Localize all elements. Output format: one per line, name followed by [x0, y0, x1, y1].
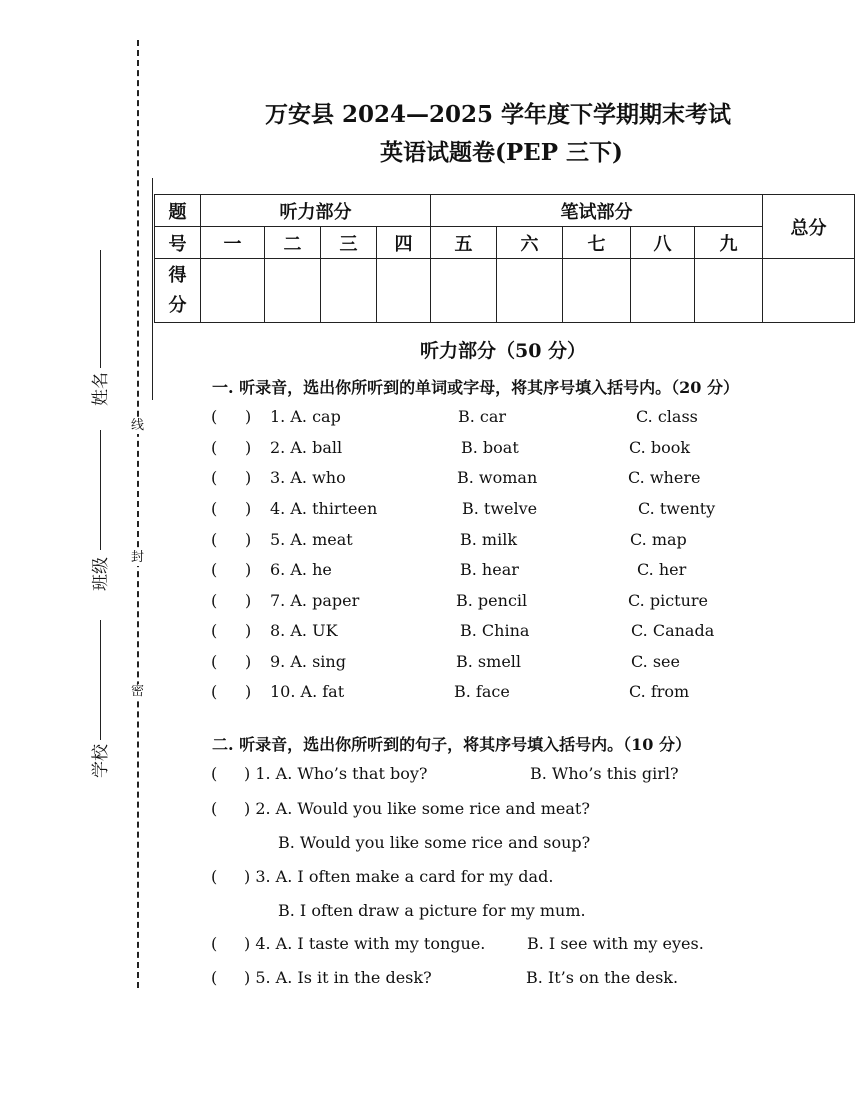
total-score-cell[interactable]: [763, 259, 855, 323]
answer-paren-close: ): [245, 621, 252, 640]
answer-paren-open[interactable]: (: [211, 591, 218, 610]
question-number: 六: [497, 227, 563, 259]
question-number: 八: [631, 227, 695, 259]
question-row: [0, 499, 860, 523]
score-cell[interactable]: [265, 259, 321, 323]
score-cell[interactable]: [321, 259, 377, 323]
option-a: 4. A. thirteen: [270, 499, 378, 518]
row-header-score: [155, 259, 201, 323]
question-row: [0, 438, 860, 462]
option-b: B. car: [458, 407, 507, 426]
name-fill-line[interactable]: [100, 250, 101, 368]
sentence-b: B. I often draw a picture for my mum.: [278, 901, 586, 920]
question-row: [0, 652, 860, 676]
question-number: 七: [563, 227, 631, 259]
answer-paren-open[interactable]: (: [211, 867, 218, 886]
option-b: B. face: [454, 682, 510, 701]
sentence-a: ) 5. A. Is it in the desk?: [244, 968, 432, 987]
score-cell[interactable]: [431, 259, 497, 323]
exam-subtitle: 英语试题卷(PEP 三下): [380, 139, 623, 166]
total-header: 总分: [763, 195, 855, 259]
score-cell[interactable]: [497, 259, 563, 323]
answer-paren-open[interactable]: (: [211, 652, 218, 671]
seal-feng: 封: [131, 550, 145, 565]
answer-paren-open[interactable]: (: [211, 530, 218, 549]
question-number: 九: [695, 227, 763, 259]
option-c: C. see: [631, 652, 680, 671]
sentence-b: B. Would you like some rice and soup?: [278, 833, 591, 852]
option-c: C. picture: [628, 591, 709, 610]
sentence-a: ) 3. A. I often make a card for my dad.: [244, 867, 554, 886]
part2-instruction: 二. 听录音，选出你所听到的句子，将其序号填入括号内。（10 分）: [212, 735, 691, 754]
sentence-b: B. It’s on the desk.: [526, 968, 679, 987]
answer-paren-open[interactable]: (: [211, 438, 218, 457]
sentence-a: ) 1. A. Who’s that boy?: [244, 764, 428, 783]
option-c: C. Canada: [631, 621, 715, 640]
question-row: [0, 530, 860, 554]
listening-header: 听力部分: [201, 195, 431, 227]
question-row: [0, 468, 860, 492]
question-row: [0, 621, 860, 645]
option-a: 1. A. cap: [270, 407, 341, 426]
sentence-row: [0, 934, 860, 958]
option-b: B. woman: [457, 468, 538, 487]
question-number: 一: [201, 227, 265, 259]
option-a: 9. A. sing: [270, 652, 346, 671]
answer-paren-close: ): [245, 530, 252, 549]
sentence-row-b: [0, 901, 860, 925]
score-table: [154, 194, 855, 323]
option-b: B. twelve: [462, 499, 538, 518]
option-a: 6. A. he: [270, 560, 332, 579]
answer-paren-open[interactable]: (: [211, 407, 218, 426]
answer-paren-open[interactable]: (: [211, 799, 218, 818]
question-row: [0, 407, 860, 431]
option-c: C. map: [630, 530, 687, 549]
question-row: [0, 682, 860, 706]
option-a: 3. A. who: [270, 468, 346, 487]
option-a: 5. A. meat: [270, 530, 353, 549]
seal-xian: 线: [131, 418, 145, 433]
answer-paren-open[interactable]: (: [211, 764, 218, 783]
part1-instruction: 一. 听录音，选出你所听到的单词或字母，将其序号填入括号内。（20 分）: [212, 378, 739, 397]
answer-paren-open[interactable]: (: [211, 499, 218, 518]
writing-header: 笔试部分: [431, 195, 763, 227]
option-b: B. boat: [461, 438, 519, 457]
score-fen: 分: [168, 294, 187, 316]
question-number: 五: [431, 227, 497, 259]
answer-paren-open[interactable]: (: [211, 468, 218, 487]
answer-paren-close: ): [245, 499, 252, 518]
option-a: 8. A. UK: [270, 621, 338, 640]
answer-paren-close: ): [245, 468, 252, 487]
question-number: 四: [377, 227, 431, 259]
answer-paren-close: ): [245, 591, 252, 610]
option-b: B. China: [460, 621, 530, 640]
sentence-row: [0, 799, 860, 823]
question-row: [0, 591, 860, 615]
score-cell[interactable]: [377, 259, 431, 323]
answer-paren-open[interactable]: (: [211, 621, 218, 640]
question-row: [0, 560, 860, 584]
option-c: C. her: [637, 560, 687, 579]
class-label: 班级: [91, 557, 111, 591]
name-label: 姓名: [91, 372, 111, 406]
score-cell[interactable]: [695, 259, 763, 323]
sentence-row: [0, 867, 860, 891]
option-b: B. hear: [460, 560, 519, 579]
option-a: 2. A. ball: [270, 438, 343, 457]
sentence-row: [0, 764, 860, 788]
score-de: 得: [168, 264, 187, 286]
answer-paren-open[interactable]: (: [211, 560, 218, 579]
sentence-a: ) 4. A. I taste with my tongue.: [244, 934, 486, 953]
option-c: C. twenty: [638, 499, 716, 518]
option-c: C. from: [629, 682, 690, 701]
answer-paren-close: ): [245, 652, 252, 671]
seal-mi: 密: [131, 684, 145, 699]
option-b: B. smell: [456, 652, 522, 671]
answer-paren-open[interactable]: (: [211, 682, 218, 701]
option-b: B. pencil: [456, 591, 528, 610]
option-b: B. milk: [460, 530, 518, 549]
sentence-b: B. I see with my eyes.: [527, 934, 704, 953]
exam-title: 万安县 2024—2025 学年度下学期期末考试: [265, 101, 732, 128]
row-header-ti: 题: [155, 195, 201, 227]
answer-paren-close: ): [245, 407, 252, 426]
sentence-row-b: [0, 833, 860, 857]
question-number: 三: [321, 227, 377, 259]
answer-paren-close: ): [245, 682, 252, 701]
option-c: C. class: [636, 407, 698, 426]
score-cell[interactable]: [563, 259, 631, 323]
answer-paren-close: ): [245, 438, 252, 457]
option-c: C. book: [629, 438, 691, 457]
option-c: C. where: [628, 468, 701, 487]
sentence-b: B. Who’s this girl?: [530, 764, 679, 783]
score-cell[interactable]: [201, 259, 265, 323]
option-a: 7. A. paper: [270, 591, 360, 610]
answer-paren-close: ): [245, 560, 252, 579]
sentence-row: [0, 968, 860, 992]
answer-paren-open[interactable]: (: [211, 968, 218, 987]
question-number: 二: [265, 227, 321, 259]
header-vertical-rule: [152, 178, 153, 400]
score-cell[interactable]: [631, 259, 695, 323]
answer-paren-open[interactable]: (: [211, 934, 218, 953]
sentence-a: ) 2. A. Would you like some rice and meat?: [244, 799, 590, 818]
school-label: 学校: [91, 744, 111, 778]
row-header-hao: 号: [155, 227, 201, 259]
option-a: 10. A. fat: [270, 682, 345, 701]
section-title: 听力部分（50 分）: [420, 340, 587, 362]
